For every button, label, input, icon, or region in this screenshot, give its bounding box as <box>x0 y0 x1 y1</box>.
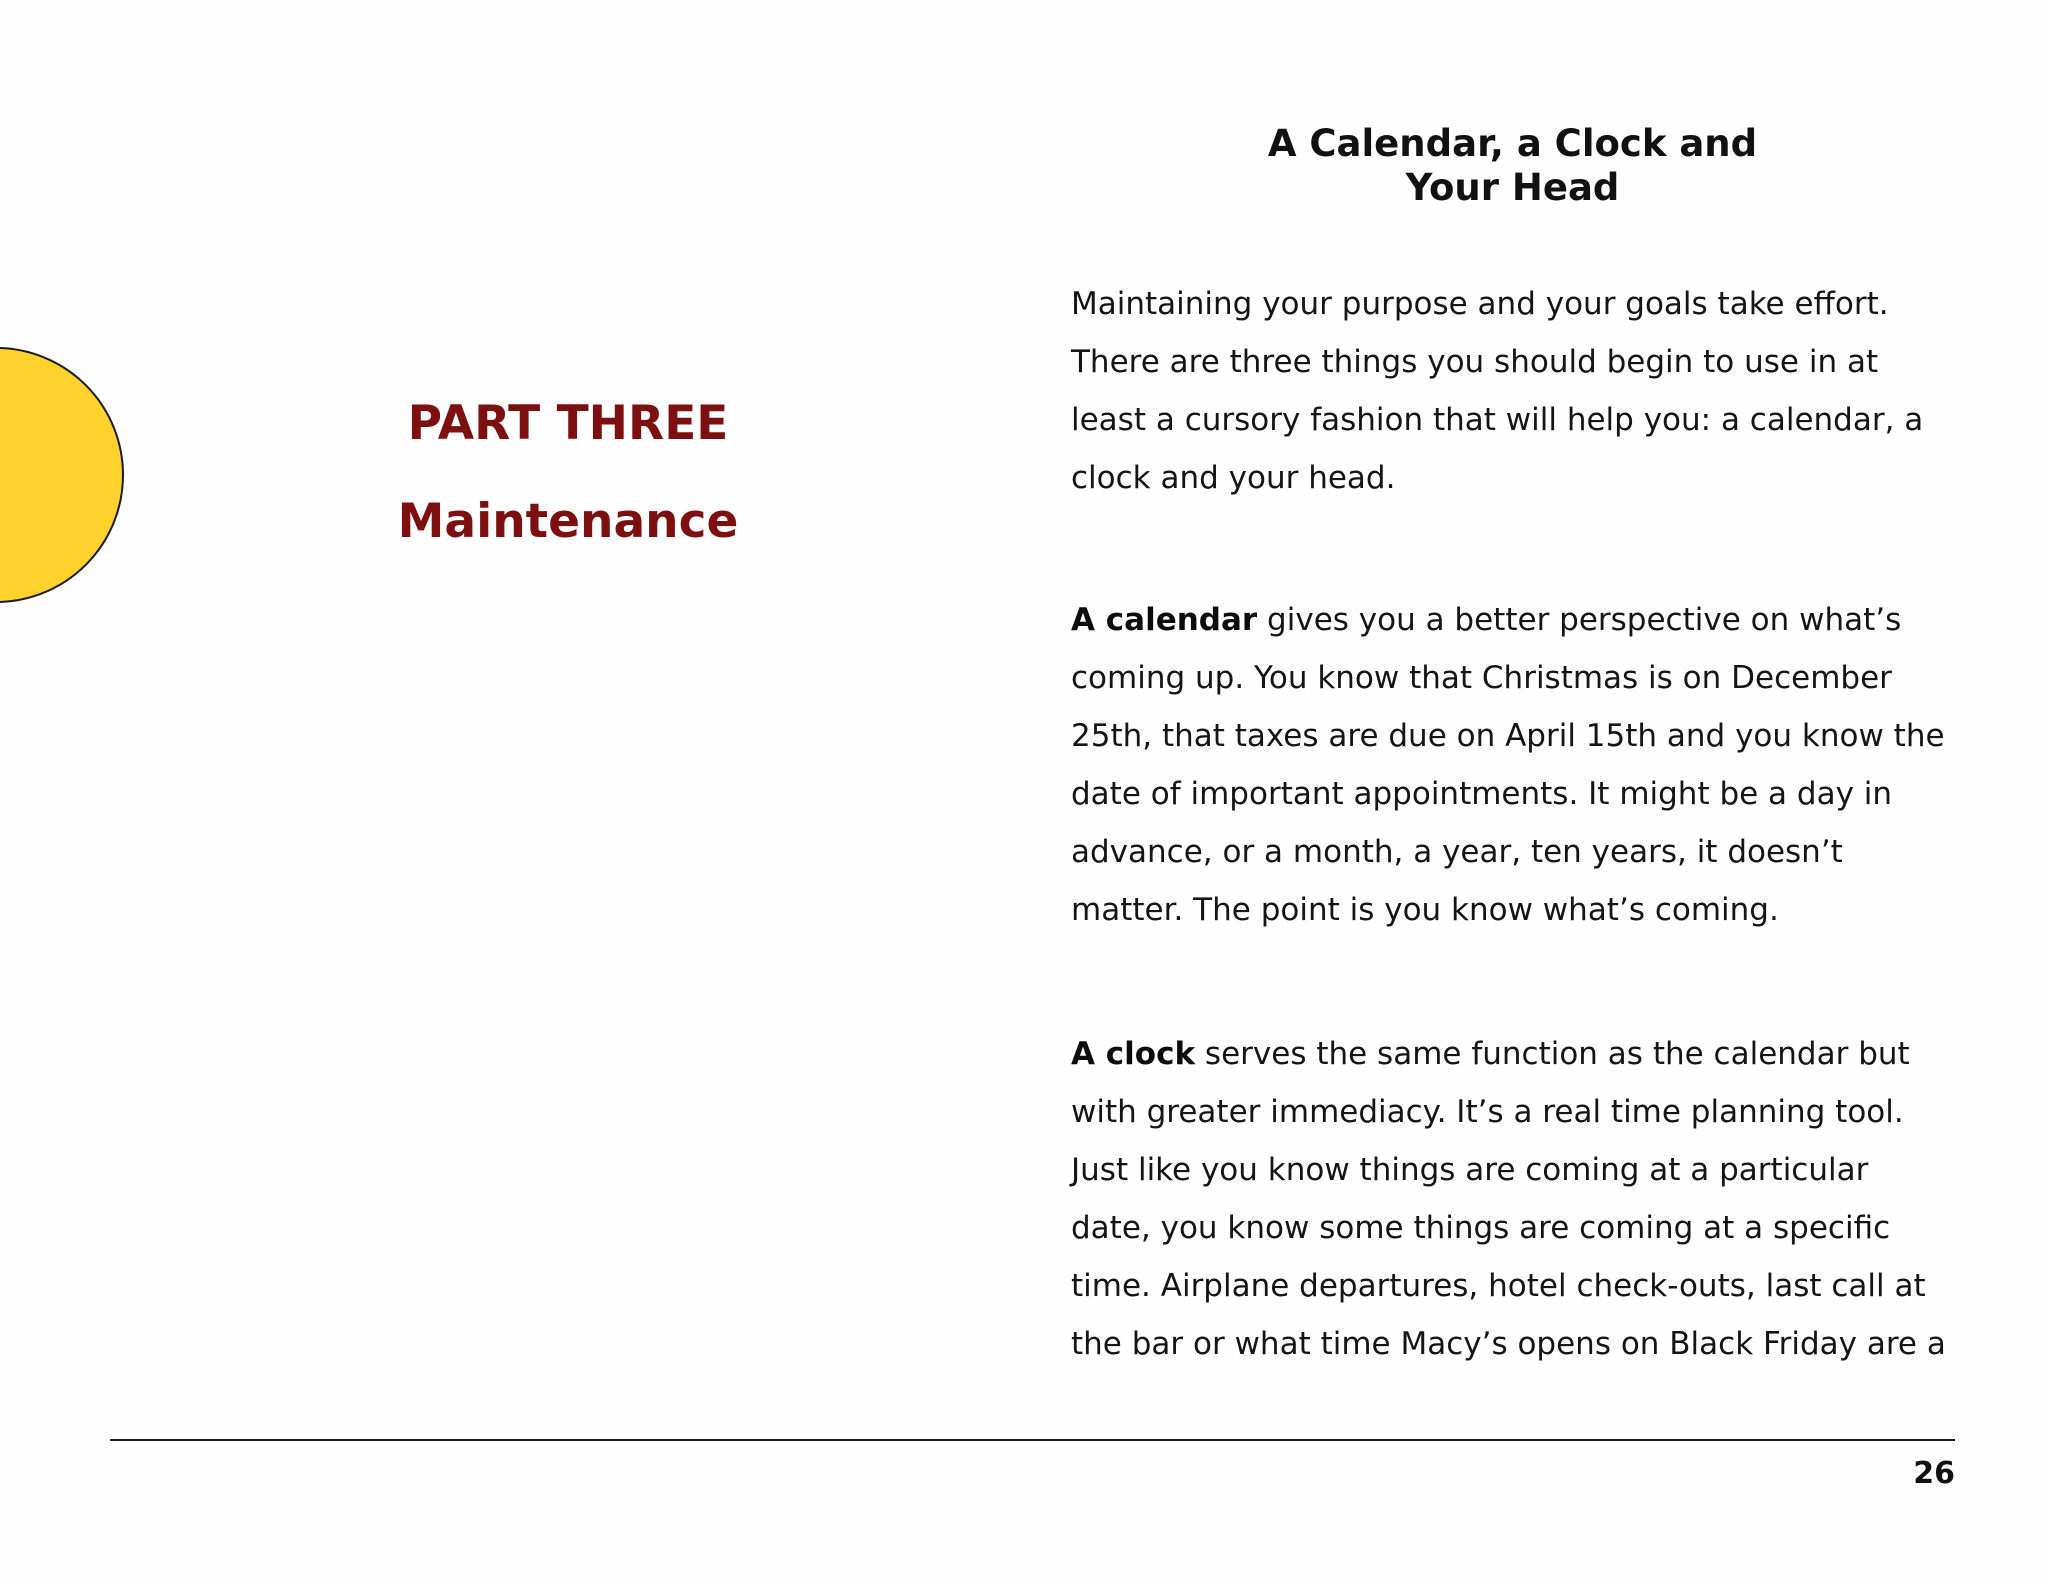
text-line: with greater immediacy. It’s a real time planning tool. <box>1071 1094 1904 1130</box>
text-line: Maintaining your purpose and your goals take effort. <box>1071 286 1889 322</box>
lead-term: A calendar <box>1071 602 1258 638</box>
text-line: 25th, that taxes are due on April 15th and you know the <box>1071 718 1945 754</box>
text-line: the bar or what time Macy’s opens on Black Friday are a <box>1071 1326 1946 1362</box>
text-line: advance, or a month, a year, ten years, it doesn’t <box>1071 834 1843 870</box>
paragraph-clock <box>1071 1025 1981 1373</box>
text-line: date, you know some things are coming at a specific <box>1071 1210 1891 1246</box>
text-line <box>1071 591 1981 649</box>
section-title-line: Your Head <box>1405 166 1620 209</box>
paragraph-calendar <box>1071 591 1981 939</box>
text-run: serves the same function as the calendar but <box>1195 1036 1910 1072</box>
text-line: time. Airplane departures, hotel check-outs, last call at <box>1071 1268 1926 1304</box>
text-line: least a cursory fashion that will help you: a calendar, a <box>1071 402 1924 438</box>
page-number: 26 <box>1913 1456 1955 1491</box>
section-title <box>1070 122 1955 210</box>
text-line <box>1071 1025 1981 1083</box>
text-line: There are three things you should begin to use in at <box>1071 344 1879 380</box>
text-line: Just like you know things are coming at a particular <box>1071 1152 1869 1188</box>
text-line: matter. The point is you know what’s coming. <box>1071 892 1779 928</box>
text-line: clock and your head. <box>1071 460 1396 496</box>
footer-divider <box>110 1439 1955 1441</box>
lead-term: A clock <box>1071 1036 1196 1072</box>
text-line: date of important appointments. It might be a day in <box>1071 776 1893 812</box>
paragraph-intro <box>1071 275 1981 507</box>
text-line: coming up. You know that Christmas is on December <box>1071 660 1892 696</box>
section-title-line: A Calendar, a Clock and <box>1267 122 1758 165</box>
part-subtitle: Maintenance <box>397 494 739 549</box>
part-title: PART THREE <box>407 396 729 451</box>
text-run: gives you a better perspective on what’s <box>1257 602 1902 638</box>
